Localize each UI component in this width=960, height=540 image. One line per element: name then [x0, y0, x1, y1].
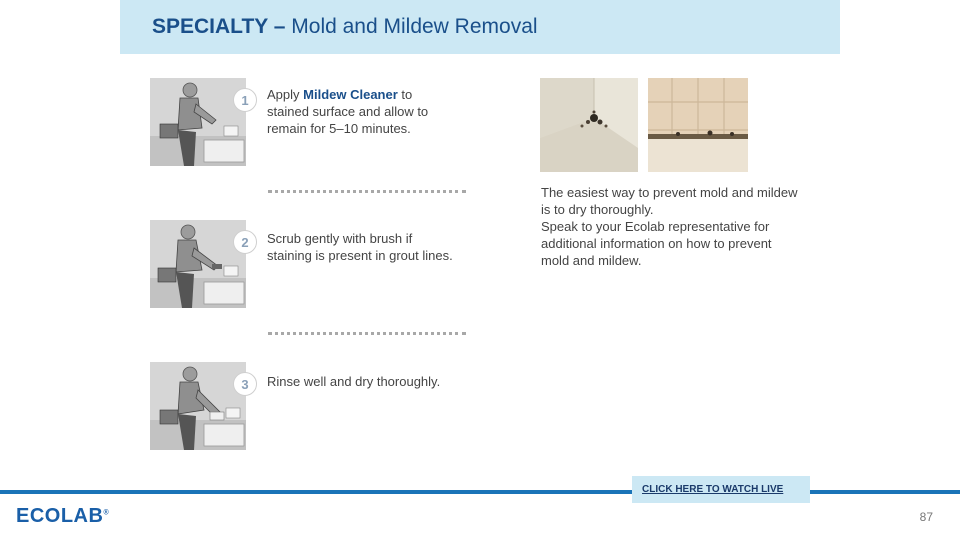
step-2-number: 2 [233, 230, 257, 254]
page-number: 87 [919, 510, 933, 524]
step-1-text-after: to stained surface and allow to remain for 5–10 minutes. [267, 87, 429, 136]
ecolab-logo [16, 505, 109, 528]
footer-divider [0, 490, 960, 494]
step-1-text-before: Apply [267, 87, 304, 102]
step-1-illustration [150, 78, 246, 166]
step-2-illustration [150, 220, 246, 308]
registered-mark: ® [103, 509, 110, 517]
step-2-text: Scrub gently with brush if staining is present in grout lines. [267, 231, 453, 263]
title-rest: Mold and Mildew Removal [285, 15, 538, 38]
step-3-illustration [150, 362, 246, 450]
watch-live-button[interactable]: CLICK HERE TO WATCH LIVE [632, 476, 810, 503]
step-3-text: Rinse well and dry thoroughly. [267, 374, 441, 389]
step-1-number: 1 [233, 88, 257, 112]
mold-tile-photo [648, 78, 748, 172]
step-1-product-name: Mildew Cleaner [303, 87, 398, 102]
logo-text: ECOLAB [16, 505, 104, 527]
prevention-text: The easiest way to prevent mold and mildew is to dry thoroughly. [541, 185, 798, 217]
step-1-text [267, 86, 457, 137]
step-divider [268, 332, 466, 335]
mold-corner-photo [540, 78, 638, 172]
step-divider [268, 190, 466, 193]
title-bold: SPECIALTY – [152, 15, 286, 38]
header-banner [120, 0, 840, 54]
contact-text: Speak to your Ecolab representative for additional information on how to prevent mold and mildew. [541, 219, 772, 268]
prevention-info [541, 184, 803, 269]
step-3-number: 3 [233, 372, 257, 396]
page-title [152, 15, 538, 39]
